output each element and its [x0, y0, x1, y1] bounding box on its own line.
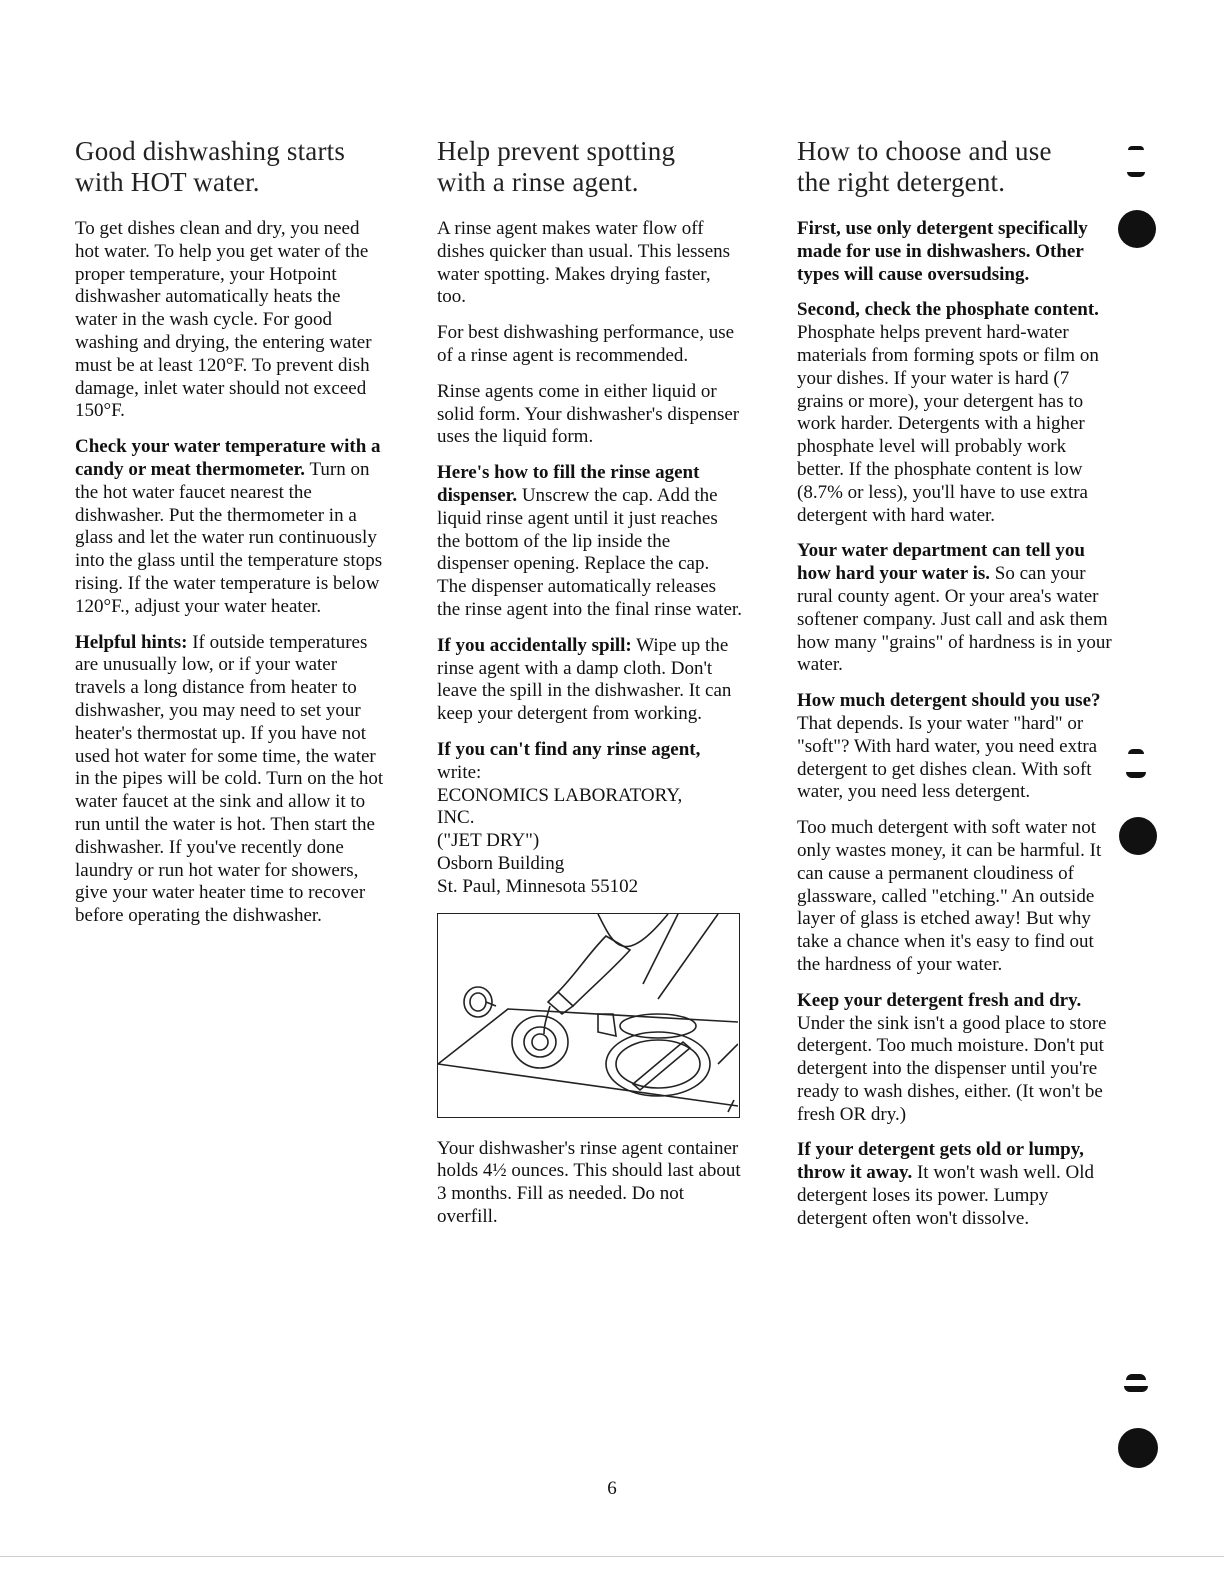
dispenser-drawing — [438, 914, 738, 1116]
binder-tab-mark — [1127, 172, 1145, 177]
paragraph: Rinse agents come in either liquid or solid form. Your dishwasher's dispenser uses the liquid form. — [437, 380, 740, 448]
paragraph: A rinse agent makes water flow off dishes quicker than usual. This lessens water spotting. Makes drying faster, too. — [437, 218, 731, 308]
paragraph: If you can't find any rinse agent, write: — [437, 738, 701, 783]
paragraph: Keep your detergent fresh and dry. Under the sink isn't a good place to store detergent. Too much moisture. Don't put detergent into the dispenser until you're ready to wash dishes, either. (It won't be fresh OR dry.) — [797, 989, 1107, 1125]
address-line: ECONOMICS LABORATORY, — [437, 784, 683, 806]
figure-caption: Your dishwasher's rinse agent container holds 4½ ounces. This should last about 3 months. Fill as needed. Do not overfill. — [437, 1137, 741, 1227]
page-number: 6 — [607, 1478, 617, 1499]
rinse-dispenser-illustration — [437, 913, 740, 1118]
binder-tab-mark — [1126, 772, 1146, 778]
heading-hot-water: Good dishwashing starts with HOT water. — [75, 136, 346, 197]
heading-rinse-agent: Help prevent spotting with a rinse agent. — [437, 136, 676, 197]
address-block — [437, 785, 742, 899]
column-rinse-agent — [437, 136, 742, 1242]
paragraph: Here's how to fill the rinse agent dispenser. Unscrew the cap. Add the liquid rinse agent until it just reaches the bottom of the lip inside the dispenser opening. Replace the cap. The dispenser automatically releases the rinse agent into the final rinse water. — [437, 462, 742, 620]
address-line: ("JET DRY") — [437, 830, 540, 852]
heading-detergent: How to choose and use the right detergent. — [797, 136, 1052, 197]
column-detergent — [797, 136, 1112, 1244]
column-hot-water — [75, 136, 385, 941]
paragraph: First, use only detergent specifically made for use in dishwashers. Other types will cause oversudsing. — [797, 218, 1088, 285]
binder-hole-mark — [1119, 817, 1157, 855]
binder-hole-mark — [1118, 210, 1156, 248]
paragraph: Your water department can tell you how hard your water is. So can your rural county agent. Or your area's water softener company. Just call and ask them how many "grains" of hardness is in your water. — [797, 540, 1112, 676]
paragraph: Second, check the phosphate content. Phosphate helps prevent hard-water materials from forming spots or film on your dishes. If your water is hard (7 grains or more), your detergent has to work harder. Detergents with a higher phosphate level will probably work better. If the phosphate content is low (8.7% or less), you'll have to use extra detergent with hard water. — [797, 299, 1099, 526]
paragraph: Helpful hints: If outside temperatures are unusually low, or if your water travels a long distance from heater to dishwasher, you may need to set your heater's thermostat up. If you have not used hot water for some time, the water in the pipes will be cold. Turn on the hot water faucet at the sink and allow it to run until the water is hot. Then start the dishwasher. If you've recently done laundry or run hot water for showers, give your water heater time to recover before operating the dishwasher. — [75, 631, 384, 927]
scan-edge-line — [0, 1556, 1224, 1557]
paragraph: For best dishwashing performance, use of a rinse agent is recommended. — [437, 322, 735, 366]
address-line: Osborn Building — [437, 852, 565, 874]
binder-tab-mark — [1126, 1374, 1146, 1380]
binder-tab-mark — [1128, 146, 1144, 150]
address-line: INC. — [437, 807, 475, 829]
binder-hole-mark — [1118, 1428, 1158, 1468]
paragraph: Too much detergent with soft water not only wastes money, it can be harmful. It can cause a permanent cloudiness of glassware, called "etching." An outside layer of glass is etched away! But why take a chance when it's easy to find out the hardness of your water. — [797, 817, 1102, 975]
paragraph: Check your water temperature with a candy or meat thermometer. Turn on the hot water faucet nearest the dishwasher. Put the thermometer in a glass and let the water run continuously into the glass until the temperature stops rising. If the water temperature is below 120°F., adjust your water heater. — [75, 436, 383, 617]
paragraph: To get dishes clean and dry, you need hot water. To help you get water of the proper temperature, your Hotpoint dishwasher automatically heats the water in the wash cycle. For good washing and drying, the entering water must be at least 120°F. To prevent dish damage, inlet water should not exceed 150°F. — [75, 218, 372, 422]
paragraph: If your detergent gets old or lumpy, throw it away. It won't wash well. Old detergent loses its power. Lumpy detergent often won't dissolve. — [797, 1139, 1095, 1229]
paragraph: If you accidentally spill: Wipe up the rinse agent with a damp cloth. Don't leave the spill in the dishwasher. It can keep your detergent from working. — [437, 634, 732, 725]
address-line: St. Paul, Minnesota 55102 — [437, 875, 639, 897]
binder-tab-mark — [1128, 749, 1144, 754]
paragraph: How much detergent should you use? That depends. Is your water "hard" or "soft"? With hard water, you need extra detergent to get dishes clean. With soft water, you need less detergent. — [797, 690, 1101, 803]
binder-tab-mark — [1124, 1386, 1148, 1392]
